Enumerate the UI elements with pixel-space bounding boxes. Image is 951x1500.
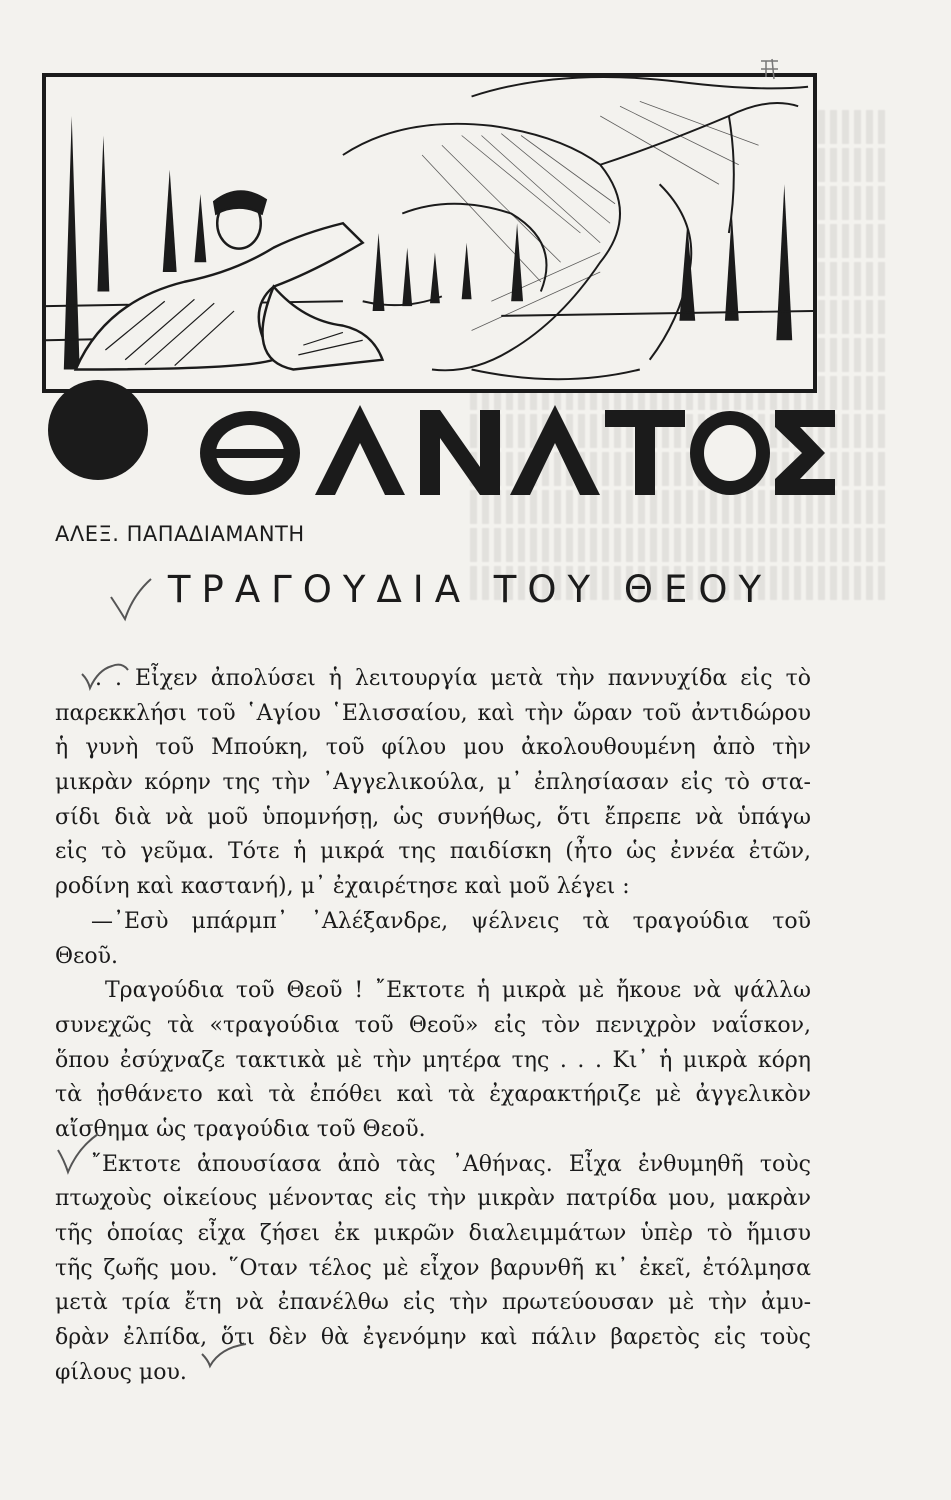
text-line: εἰς τὸ γεῦμα. Τότε ἡ μικρά της παιδίσκη (ἦτο ὡς ἐννέα ἐτῶν, (55, 839, 811, 865)
story-title: ΤΡΑΓΟΥΔΙΑ ΤΟΥ ΘΕΟΥ (167, 568, 773, 611)
text-line: μετὰ τρία ἔτη νὰ ἐπανέλθω εἰς τὴν πρωτεύουσαν μὲ τὴν ἀμυ- (55, 1290, 811, 1316)
text-line: —᾿Εσὺ μπάρμπ᾿ ᾿Αλέξανδρε, ψέλνεις τὰ τραγούδια τοῦ (91, 908, 811, 934)
text-line: Τραγούδια τοῦ Θεοῦ ! ῎Εκτοτε ἡ μικρὰ μὲ ἤκουε νὰ ψάλλω (105, 978, 811, 1004)
text-line: τῆς ζωῆς μου. ῞Οταν τέλος μὲ εἶχον βαρυνθῆ κι᾿ ἐκεῖ, ἐτόλμησα (55, 1255, 811, 1281)
author-byline: ΑΛΕΞ. ΠΑΠΑΔΙΑΜΑΝΤΗ (55, 522, 305, 546)
body-text (55, 662, 811, 1390)
text-line: ἡ γυνὴ τοῦ Μπούκη, τοῦ φίλου μου ἀκολουθουμένη ἀπὸ τὴν (55, 735, 811, 761)
text-line: Θεοῦ. (55, 943, 119, 969)
text-line: ροδίνη καὶ καστανή), μ᾿ ἐχαιρέτησε καὶ μοῦ λέγει : (55, 874, 630, 900)
library-stamp-icon (758, 55, 782, 83)
header-title-lettering (40, 355, 840, 505)
header-illustration (42, 73, 817, 393)
text-line: τῆς ὁποίας εἶχα ζήσει ἐκ μικρῶν διαλειμμάτων ὑπὲρ τὸ ἥμισυ (55, 1221, 811, 1246)
text-line: ῎Εκτοτε ἀπουσίασα ἀπὸ τὰς ᾿Αθήνας. Εἶχα ἐνθυμηθῆ τοὺς (91, 1151, 811, 1177)
text-line: . . Εἶχεν ἀπολύσει ἡ λειτουργία μετὰ τὴν παννυχίδα εἰς τὸ (95, 666, 811, 691)
text-line: αἴσθημα ὡς τραγούδια τοῦ Θεοῦ. (55, 1116, 426, 1142)
text-line: σίδι διὰ νὰ μοῦ ὑπομνήσῃ, ὡς συνήθως, ὅτι ἔπρεπε νὰ ὑπάγω (55, 804, 811, 830)
text-line: δρὰν ἐλπίδα, ὅτι δὲν θὰ ἐγενόμην καὶ πάλιν βαρετὸς εἰς τοὺς (55, 1325, 811, 1351)
text-line: συνεχῶς τὰ «τραγούδια τοῦ Θεοῦ» εἰς τὸν πενιχρὸν ναΐσκον, (55, 1012, 811, 1038)
text-line: πτωχοὺς οἰκείους μένοντας εἰς τὴν μικρὰν πατρίδα μου, μακρὰν (55, 1186, 811, 1212)
text-line: φίλους μου. (55, 1359, 187, 1385)
text-line: ὅπου ἐσύχναζε τακτικὰ μὲ τὴν μητέρα της . . . Κι᾿ ἡ μικρὰ κόρη (55, 1047, 811, 1073)
text-line: τὰ ᾐσθάνετο καὶ τὰ ἐπόθει καὶ τὰ ἐχαρακτήριζε μὲ ἀγγελικὸν (55, 1082, 811, 1108)
text-line: μικρὰν κόρην της τὴν ᾿Αγγελικούλα, μ᾿ ἐπλησίασαν εἰς τὸ στα- (55, 770, 811, 796)
text-line: παρεκκλήσι τοῦ ῾Αγίου ῾Ελισσαίου, καὶ τὴν ὥραν τοῦ ἀντιδώρου (55, 700, 811, 726)
